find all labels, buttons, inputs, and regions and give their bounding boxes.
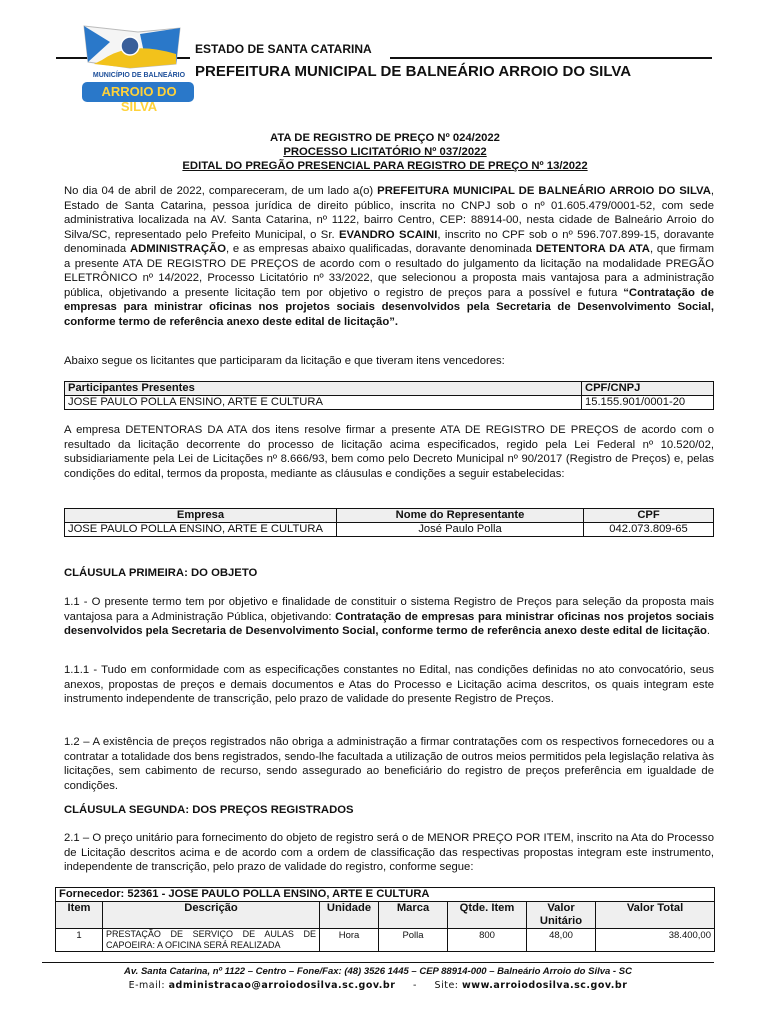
col-brand: Marca bbox=[379, 902, 448, 929]
site-link[interactable]: www.arroiodosilva.sc.gov.br bbox=[462, 980, 628, 991]
site-label: Site: bbox=[434, 980, 463, 991]
col-total-value: Valor Total bbox=[596, 902, 715, 929]
footer-rule bbox=[42, 962, 714, 963]
agreement-paragraph: A empresa DETENTORAS DA ATA dos itens resolve firmar a presente ATA DE REGISTRO DE PREÇOS de acordo com o resultado da licitação decorrente do processo de licitação acima especificados, regido pela Lei Federal nº 10.520/02, subsidiariamente pela Lei de Licitações nº 8.666/93, bem como pelo Decreto Municipal nº 90/2017 (Registro de Preços) e, pelas condições do edital, termos da proposta, mediante as cláusulas e condições a seguir estabelecidas: bbox=[64, 424, 714, 480]
title-line-1: ATA DE REGISTRO DE PREÇO Nº 024/2022 bbox=[270, 132, 500, 144]
col-description: Descrição bbox=[103, 902, 320, 929]
title-line-2: PROCESSO LICITATÓRIO Nº 037/2022 bbox=[283, 146, 487, 158]
state-name: ESTADO DE SANTA CATARINA bbox=[195, 42, 372, 56]
col-unit-value: Valor Unitário bbox=[527, 902, 596, 929]
supplier-row: Fornecedor: 52361 - JOSE PAULO POLLA ENSINO, ARTE E CULTURA bbox=[56, 888, 715, 902]
footer-separator: - bbox=[413, 980, 417, 991]
intro-paragraph: No dia 04 de abril de 2022, compareceram, de um lado a(o) PREFEITURA MUNICIPAL DE BALNEÁRIO ARROIO DO SILVA, Estado de Santa Catarina, pessoa jurídica de direito público, inscrita no CNPJ sob o nº 01.605.479/0001-52, com sede administrativa localizada na AV. Santa Catarina, nº 1122, bairro Centro, CEP: 88914-00, nesta cidade de Balneário Arroio do Silva/SC, representado pelo Prefeito Municipal, o Sr. EVANDRO SCAINI, inscrito no CPF sob o nº 596.707.899-15, doravante denominada ADMINISTRAÇÃO, e as empresas abaixo qualificadas, doravante denominada DETENTORA DA ATA, que firmam a presente ATA DE REGISTRO DE PREÇOS de acordo com o resultado do julgamento da licitação na modalidade PREGÃO ELETRÔNICO nº 14/2022, Processo Licitatório nº 33/2022, que selecionou a proposta mais vantajosa para a administração pública, objetivando a presente licitação tem por objetivo o registro de preços para a possível e futura “Contratação de empresas para ministrar oficinas nos projetos sociais desenvolvidos pela Secretaria de Desenvolvimento Social, conforme termo de referência anexo deste edital de licitação”. bbox=[64, 185, 715, 328]
col-unit: Unidade bbox=[320, 902, 379, 929]
col-quantity: Qtde. Item bbox=[448, 902, 527, 929]
logo-caption-city: ARROIO DO SILVA bbox=[101, 84, 177, 114]
representative-cpf: 042.073.809-65 bbox=[584, 523, 714, 537]
item-description: PRESTAÇÃO DE SERVIÇO DE AULAS DE CAPOEIRA: A OFICINA SERÁ REALIZADA bbox=[103, 929, 320, 952]
clause-2-title: CLÁUSULA SEGUNDA: DOS PREÇOS REGISTRADOS bbox=[64, 804, 354, 816]
items-table bbox=[55, 887, 715, 952]
clause-1-1-1: 1.1.1 - Tudo em conformidade com as especificações constantes no Edital, nas condições definidas no ato convocatório, seus anexos, propostas de preços e demais documentos e Atas do Processo e Licitação acima descritos, os quais integram este instrumento independente de transcrição, pelo prazo de validade do presente Registro de Preços. bbox=[64, 664, 714, 705]
participant-cnpj: 15.155.901/0001-20 bbox=[582, 396, 714, 410]
email-label: E-mail: bbox=[128, 980, 169, 991]
item-total-value: 38.400,00 bbox=[596, 929, 715, 952]
col-item: Item bbox=[56, 902, 103, 929]
clause-1-2: 1.2 – A existência de preços registrados não obriga a administração a firmar contratações com os respectivos fornecedores ou a contratar a totalidade dos bens registrados, sendo-lhe facultada a utilização de outros meios permitidos pela legislação relativa às licitações, sem cabimento de recurso, sendo assegurado ao beneficiário do registro de preços preferência em igualdade de condições. bbox=[64, 736, 714, 792]
prefecture-name: PREFEITURA MUNICIPAL DE BALNEÁRIO ARROIO DO SILVA bbox=[195, 63, 632, 80]
clause-2-1: 2.1 – O preço unitário para fornecimento do objeto de registro será o de MENOR PREÇO POR ITEM, inscrito na Ata do Processo de Licitação descritos acima e de acordo com a ordem de classificação das respectivas propostas integram este instrumento, independente de transcrição, pelo prazo de validade do registro, conforme segue: bbox=[64, 832, 714, 873]
item-unit-value: 48,00 bbox=[527, 929, 596, 952]
footer-contact bbox=[42, 980, 714, 991]
clause-1-1: 1.1 - O presente termo tem por objetivo e finalidade de constituir o sistema Registro de Preços para seleção da proposta mais vantajosa para a Administração Pública, objetivando: Contratação de empresas para ministrar oficinas nos projetos sociais desenvolvidos pela Secretaria de Desenvolvimento Social, conforme termo de referência anexo deste edital de licitação. bbox=[64, 596, 715, 637]
col-cpf-cnpj: CPF/CNPJ bbox=[582, 382, 714, 396]
company-name: JOSE PAULO POLLA ENSINO, ARTE E CULTURA bbox=[65, 523, 337, 537]
municipality-logo bbox=[80, 22, 198, 114]
representative-name: José Paulo Polla bbox=[337, 523, 584, 537]
item-unit: Hora bbox=[320, 929, 379, 952]
col-participants: Participantes Presentes bbox=[65, 382, 582, 396]
col-representative: Nome do Representante bbox=[337, 509, 584, 523]
company-table bbox=[64, 508, 714, 537]
participants-table bbox=[64, 381, 714, 410]
title-line-3: EDITAL DO PREGÃO PRESENCIAL PARA REGISTRO DE PREÇO Nº 13/2022 bbox=[182, 160, 588, 172]
header-rule-right bbox=[390, 57, 712, 59]
item-quantity: 800 bbox=[448, 929, 527, 952]
item-number: 1 bbox=[56, 929, 103, 952]
col-cpf: CPF bbox=[584, 509, 714, 523]
participants-intro: Abaixo segue os licitantes que participaram da licitação e que tiveram itens vencedores: bbox=[64, 355, 505, 367]
logo-caption: MUNICÍPIO DE BALNEÁRIO bbox=[92, 72, 186, 79]
participant-name: JOSE PAULO POLLA ENSINO, ARTE E CULTURA bbox=[65, 396, 582, 410]
footer-address: Av. Santa Catarina, nº 1122 – Centro – Fone/Fax: (48) 3526 1445 – CEP 88914-000 – Balneário Arroio do Silva - SC bbox=[124, 966, 632, 977]
email-link[interactable]: administracao@arroiodosilva.sc.gov.br bbox=[168, 980, 396, 991]
clause-1-title: CLÁUSULA PRIMEIRA: DO OBJETO bbox=[64, 567, 258, 579]
item-brand: Polla bbox=[379, 929, 448, 952]
col-company: Empresa bbox=[65, 509, 337, 523]
document-title bbox=[60, 131, 710, 173]
